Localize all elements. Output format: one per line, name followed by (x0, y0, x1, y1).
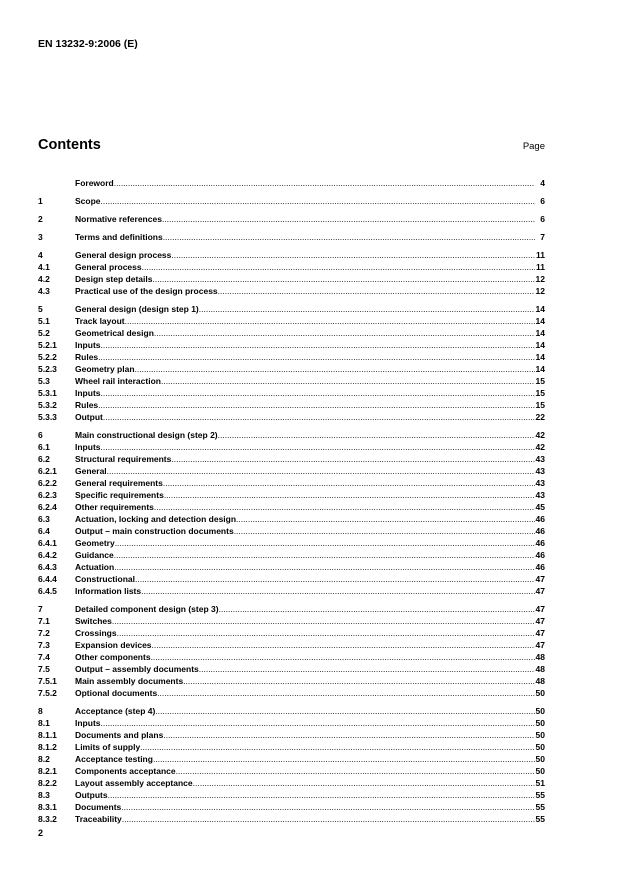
dot-leader (234, 525, 535, 537)
dot-leader (171, 453, 535, 465)
toc-entry-page: 50 (535, 688, 545, 698)
page-column-label: Page (522, 141, 545, 152)
toc-entry-page: 14 (535, 364, 545, 374)
toc-entry[interactable] (38, 651, 545, 663)
toc-entry-title: Detailed component design (step 3) (75, 604, 219, 614)
toc-entry-page: 22 (535, 412, 545, 422)
toc-entry-number: 6.2.4 (38, 502, 57, 512)
toc-entry-number: 8.2.1 (38, 766, 57, 776)
toc-entry[interactable] (38, 513, 545, 525)
toc-entry-page: 50 (535, 730, 545, 740)
toc-entry-page: 14 (535, 316, 545, 326)
toc-entry-number: 7 (38, 604, 43, 614)
toc-entry[interactable] (38, 273, 545, 285)
toc-entry-page: 14 (535, 352, 545, 362)
toc-entry[interactable] (38, 789, 545, 801)
toc-entry[interactable] (38, 675, 545, 687)
toc-entry[interactable] (38, 627, 545, 639)
toc-entry-number: 8.3.2 (38, 814, 57, 824)
dot-leader (101, 339, 536, 351)
toc-entry-number: 8.1.1 (38, 730, 57, 740)
toc-entry-title: Output (75, 412, 103, 422)
toc-entry[interactable] (38, 729, 545, 741)
toc-entry[interactable] (38, 195, 545, 207)
dot-leader (193, 777, 535, 789)
toc-entry-title: Other components (75, 652, 151, 662)
toc-entry[interactable] (38, 453, 545, 465)
toc-entry-number: 5.2.2 (38, 352, 57, 362)
toc-entry-number: 8.3 (38, 790, 50, 800)
dot-leader (98, 399, 535, 411)
dot-leader (154, 501, 535, 513)
toc-entry-number: 5.2.1 (38, 340, 57, 350)
dot-leader (98, 351, 535, 363)
dot-leader (101, 195, 535, 207)
dot-leader (161, 375, 535, 387)
toc-entry-number: 7.5.1 (38, 676, 57, 686)
toc-entry[interactable] (38, 573, 545, 585)
toc-entry-page: 47 (535, 574, 545, 584)
toc-entry[interactable] (38, 477, 545, 489)
toc-entry-title: Normative references (75, 214, 162, 224)
dot-leader (142, 261, 535, 273)
toc-entry-number: 6.4.1 (38, 538, 57, 548)
toc-entry-title: Structural requirements (75, 454, 172, 464)
dot-leader (199, 303, 535, 315)
toc-entry-number: 5.3.3 (38, 412, 57, 422)
toc-entry-page: 46 (535, 514, 545, 524)
dot-leader (153, 753, 535, 765)
dot-leader (135, 573, 535, 585)
dot-leader (115, 537, 535, 549)
toc-entry-number: 8.2 (38, 754, 50, 764)
toc-entry-page: 43 (535, 478, 545, 488)
toc-entry-page: 46 (535, 526, 545, 536)
toc-entry-number: 8 (38, 706, 43, 716)
toc-entry[interactable] (38, 339, 545, 351)
toc-entry-title: Terms and definitions (75, 232, 163, 242)
toc-entry[interactable] (38, 351, 545, 363)
toc-entry[interactable] (38, 489, 545, 501)
dot-leader (154, 327, 535, 339)
toc-entry-title: Traceability (75, 814, 122, 824)
toc-entry-title: Limits of supply (75, 742, 141, 752)
toc-entry[interactable] (38, 429, 545, 441)
toc-entry[interactable] (38, 639, 545, 651)
dot-leader (140, 741, 535, 753)
toc-entry-title: Guidance (75, 550, 114, 560)
toc-entry-number: 6.2.1 (38, 466, 57, 476)
toc-entry-title: Expansion devices (75, 640, 152, 650)
toc-entry-title: Actuation, locking and detection design (75, 514, 237, 524)
toc-entry-title: Output – main construction documents (75, 526, 234, 536)
toc-entry[interactable] (38, 441, 545, 453)
toc-entry-page: 46 (535, 550, 545, 560)
dot-leader (152, 639, 535, 651)
dot-leader (103, 411, 535, 423)
toc-entry[interactable] (38, 549, 545, 561)
toc-entry-page: 48 (535, 676, 545, 686)
toc-entry-title: Acceptance testing (75, 754, 153, 764)
toc-entry[interactable] (38, 213, 545, 225)
toc-entry[interactable] (38, 231, 545, 243)
dot-leader (176, 765, 535, 777)
toc-entry-number: 2 (38, 214, 43, 224)
toc-entry-page: 43 (535, 454, 545, 464)
toc-entry[interactable] (38, 387, 545, 399)
toc-entry-number: 5 (38, 304, 43, 314)
toc-entry-number: 8.1.2 (38, 742, 57, 752)
toc-entry-title: Documents (75, 802, 122, 812)
toc-entry-number: 6 (38, 430, 43, 440)
toc-entry-number: 7.2 (38, 628, 50, 638)
toc-entry-number: 1 (38, 196, 43, 206)
toc-entry-title: Practical use of the design process (75, 286, 218, 296)
toc-entry[interactable] (38, 375, 545, 387)
dot-leader (155, 705, 535, 717)
toc-entry-page: 47 (535, 604, 545, 614)
toc-entry-page: 43 (535, 490, 545, 500)
toc-entry-title: Information lists (75, 586, 142, 596)
toc-entry-number: 5.3.1 (38, 388, 57, 398)
toc-entry[interactable] (38, 603, 545, 615)
toc-entry[interactable] (38, 615, 545, 627)
toc-entry[interactable] (38, 705, 545, 717)
toc-entry[interactable] (38, 741, 545, 753)
dot-leader (117, 627, 535, 639)
toc-entry-page: 6 (540, 196, 545, 206)
toc-entry-page: 15 (535, 388, 545, 398)
toc-entry-page: 46 (535, 562, 545, 572)
toc-entry-page: 48 (535, 664, 545, 674)
toc-entry-page: 50 (535, 706, 545, 716)
toc-entry[interactable] (38, 285, 545, 297)
toc-entry-title: General requirements (75, 478, 163, 488)
toc-entry-title: Optional documents (75, 688, 158, 698)
toc-entry-page: 55 (535, 802, 545, 812)
toc-entry-page: 55 (535, 814, 545, 824)
toc-entry-title: Design step details (75, 274, 153, 284)
dot-leader (114, 561, 535, 573)
dot-leader (125, 315, 535, 327)
toc-entry-page: 12 (535, 286, 545, 296)
toc-entry-title: Foreword (75, 178, 114, 188)
toc-entry-page: 42 (535, 430, 545, 440)
toc-entry-title: Inputs (75, 388, 101, 398)
toc-entry-number: 6.2 (38, 454, 50, 464)
toc-entry-page: 6 (540, 214, 545, 224)
toc-entry-title: Inputs (75, 340, 101, 350)
dot-leader (108, 789, 535, 801)
toc-entry-number: 5.2 (38, 328, 50, 338)
dot-leader (218, 285, 535, 297)
toc-entry-title: General (75, 466, 107, 476)
toc-entry-number: 7.1 (38, 616, 50, 626)
dot-leader (114, 549, 535, 561)
toc-entry[interactable] (38, 501, 545, 513)
toc-entry-title: Geometry (75, 538, 115, 548)
toc-entry-number: 8.2.2 (38, 778, 57, 788)
page-number: 2 (38, 828, 44, 838)
toc-entry-number: 6.4 (38, 526, 50, 536)
toc-entry-number: 6.4.2 (38, 550, 57, 560)
toc-entry[interactable] (38, 525, 545, 537)
toc-entry-page: 12 (535, 274, 545, 284)
dot-leader (199, 663, 535, 675)
toc-entry-page: 11 (536, 250, 545, 260)
toc-entry-title: Scope (75, 196, 101, 206)
dot-leader (218, 429, 535, 441)
dot-leader (112, 615, 535, 627)
toc-entry-title: Output – assembly documents (75, 664, 199, 674)
toc-entry-title: Switches (75, 616, 112, 626)
toc-entry-title: General design process (75, 250, 172, 260)
dot-leader (236, 513, 535, 525)
toc-entry-number: 5.3 (38, 376, 50, 386)
toc-entry-page: 15 (535, 400, 545, 410)
toc-entry[interactable] (38, 465, 545, 477)
toc-entry-number: 7.5 (38, 664, 50, 674)
dot-leader (163, 729, 535, 741)
dot-leader (141, 585, 535, 597)
toc-entry-title: Layout assembly acceptance (75, 778, 193, 788)
dot-leader (101, 717, 536, 729)
contents-heading: Contents (38, 137, 101, 153)
toc-entry-title: Acceptance (step 4) (75, 706, 156, 716)
dot-leader (114, 177, 535, 189)
toc-entry-number: 5.3.2 (38, 400, 57, 410)
toc-entry-page: 50 (535, 766, 545, 776)
toc-entry-page: 50 (535, 718, 545, 728)
toc-entry-title: Main constructional design (step 2) (75, 430, 218, 440)
toc-entry[interactable] (38, 261, 545, 273)
toc-entry-page: 7 (540, 232, 545, 242)
toc-entry-number: 4.2 (38, 274, 50, 284)
toc-entry-page: 47 (535, 616, 545, 626)
toc-entry-title: Rules (75, 352, 99, 362)
toc-entry-page: 47 (535, 640, 545, 650)
toc-entry-page: 11 (536, 262, 545, 272)
toc-entry[interactable] (38, 315, 545, 327)
toc-entry-title: Crossings (75, 628, 117, 638)
toc-entry-page: 14 (535, 340, 545, 350)
toc-entry-title: Components acceptance (75, 766, 176, 776)
toc-entry-title: Main assembly documents (75, 676, 184, 686)
toc-entry-title: Actuation (75, 562, 115, 572)
dot-leader (151, 651, 535, 663)
toc-entry-number: 6.1 (38, 442, 50, 452)
toc-entry-title: Rules (75, 400, 99, 410)
toc-entry-number: 5.2.3 (38, 364, 57, 374)
toc-entry-title: Constructional (75, 574, 135, 584)
toc-entry[interactable] (38, 717, 545, 729)
dot-leader (163, 477, 535, 489)
toc-entry[interactable] (38, 303, 545, 315)
toc-entry-number: 6.4.4 (38, 574, 57, 584)
dot-leader (121, 801, 535, 813)
toc-entry-page: 43 (535, 466, 545, 476)
toc-entry[interactable] (38, 561, 545, 573)
toc-entry-page: 4 (540, 178, 545, 188)
dot-leader (183, 675, 535, 687)
dot-leader (171, 249, 535, 261)
toc-entry[interactable] (38, 399, 545, 411)
toc-entry-number: 7.5.2 (38, 688, 57, 698)
toc-entry-title: Other requirements (75, 502, 154, 512)
toc-entry-number: 6.4.3 (38, 562, 57, 572)
toc-entry-title: Geometrical design (75, 328, 154, 338)
toc-entry[interactable] (38, 753, 545, 765)
document-id: EN 13232-9:2006 (E) (38, 38, 138, 50)
dot-leader (101, 387, 536, 399)
toc-entry-title: Documents and plans (75, 730, 164, 740)
toc-entry[interactable] (38, 813, 545, 825)
dot-leader (122, 813, 535, 825)
toc-entry-page: 50 (535, 754, 545, 764)
toc-entry[interactable] (38, 765, 545, 777)
toc-entry-number: 5.1 (38, 316, 50, 326)
toc-entry-page: 14 (535, 304, 545, 314)
toc-entry-page: 42 (535, 442, 545, 452)
toc-entry-page: 45 (535, 502, 545, 512)
toc-entry-number: 8.3.1 (38, 802, 57, 812)
toc-entry[interactable] (38, 327, 545, 339)
toc-entry-number: 3 (38, 232, 43, 242)
toc-entry-page: 14 (535, 328, 545, 338)
table-of-contents (38, 177, 545, 825)
toc-entry-title: Wheel rail interaction (75, 376, 161, 386)
toc-entry-title: Outputs (75, 790, 108, 800)
toc-entry-title: Inputs (75, 718, 101, 728)
toc-entry[interactable] (38, 411, 545, 423)
toc-entry-page: 46 (535, 538, 545, 548)
toc-entry-number: 4.1 (38, 262, 50, 272)
toc-entry-number: 6.2.2 (38, 478, 57, 488)
toc-entry[interactable] (38, 663, 545, 675)
dot-leader (107, 465, 535, 477)
toc-entry-number: 4.3 (38, 286, 50, 296)
toc-entry[interactable] (38, 537, 545, 549)
dot-leader (164, 489, 535, 501)
toc-entry[interactable] (38, 249, 545, 261)
toc-entry-title: Inputs (75, 442, 101, 452)
toc-entry-page: 47 (535, 628, 545, 638)
toc-entry-title: General design (design step 1) (75, 304, 199, 314)
dot-leader (152, 273, 535, 285)
toc-entry-number: 7.3 (38, 640, 50, 650)
toc-entry-number: 4 (38, 250, 43, 260)
toc-entry[interactable] (38, 585, 545, 597)
toc-entry-page: 51 (535, 778, 545, 788)
toc-entry[interactable] (38, 801, 545, 813)
toc-entry-number: 7.4 (38, 652, 50, 662)
toc-entry-page: 55 (535, 790, 545, 800)
dot-leader (101, 441, 536, 453)
dot-leader (162, 213, 535, 225)
toc-entry[interactable] (38, 777, 545, 789)
toc-entry-title: Specific requirements (75, 490, 164, 500)
toc-entry[interactable] (38, 177, 545, 189)
dot-leader (135, 363, 535, 375)
toc-entry-number: 8.1 (38, 718, 50, 728)
toc-entry-number: 6.4.5 (38, 586, 57, 596)
toc-entry[interactable] (38, 687, 545, 699)
toc-entry-title: Geometry plan (75, 364, 135, 374)
toc-entry-page: 15 (535, 376, 545, 386)
dot-leader (163, 231, 535, 243)
toc-entry-number: 6.3 (38, 514, 50, 524)
toc-entry-page: 47 (535, 586, 545, 596)
dot-leader (157, 687, 535, 699)
toc-entry-page: 50 (535, 742, 545, 752)
toc-entry[interactable] (38, 363, 545, 375)
toc-entry-title: General process (75, 262, 142, 272)
dot-leader (219, 603, 535, 615)
toc-entry-page: 48 (535, 652, 545, 662)
toc-entry-number: 6.2.3 (38, 490, 57, 500)
toc-entry-title: Track layout (75, 316, 125, 326)
